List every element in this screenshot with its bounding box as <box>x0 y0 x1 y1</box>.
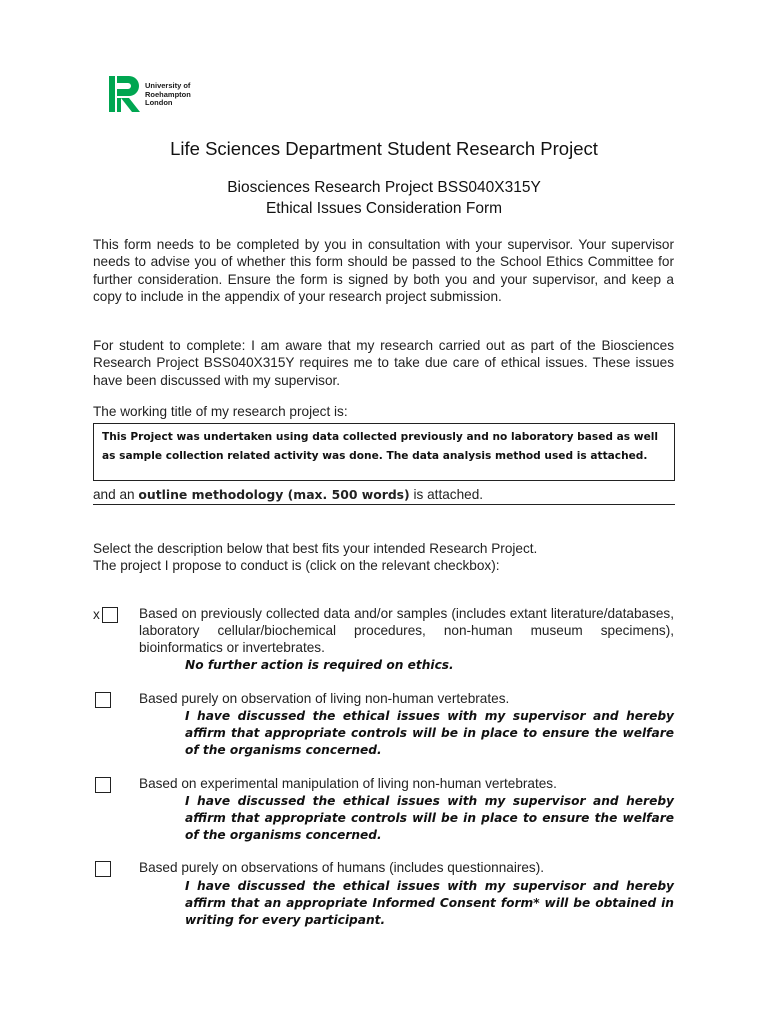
option-note: I have discussed the ethical issues with my supervisor and hereby affirm that an appropriate Informed Consent form* will be obtained in writing for every participant. <box>185 879 674 927</box>
logo-line-1: University of <box>145 81 191 90</box>
project-title-value: This Project was undertaken using data collected previously and no laboratory based as well as sample collection related activity was done. The data analysis method used is attached. <box>102 431 659 462</box>
checkbox-observation-non-human-vertebrates[interactable] <box>95 692 111 708</box>
option-description: Based on previously collected data and/or samples (includes extant literature/databases, laboratory cellular/biochemical procedures, non-human museum specimens), bioinformatics or invertebrates. <box>139 606 674 655</box>
intro-paragraph: This form needs to be completed by you in consultation with your supervisor. Your supervisor needs to advise you of whether this form should be passed to the School Ethics Committee for further consideration. Ensure the form is signed by both you and your supervisor, and keep a copy to include in the appendix of your research project submission. <box>93 237 674 305</box>
outline-prefix: and an <box>93 487 139 502</box>
selection-prompt: The project I propose to conduct is (click on the relevant checkbox): <box>93 558 500 573</box>
logo-line-3: London <box>145 98 173 107</box>
form-subtitle-course: Biosciences Research Project BSS040X315Y <box>227 179 541 196</box>
option-note: I have discussed the ethical issues with my supervisor and hereby affirm that appropriate controls will be in place to ensure the welfare of the organisms concerned. <box>185 794 674 842</box>
checkbox-previously-collected-data[interactable] <box>102 607 118 623</box>
logo-wordmark <box>145 82 191 108</box>
outline-bold-text: outline methodology (max. 500 words) <box>138 487 410 502</box>
outline-suffix: is attached. <box>409 487 484 502</box>
option-description: Based purely on observation of living non-human vertebrates. <box>139 691 510 706</box>
working-title-label: The working title of my research project is: <box>93 404 348 419</box>
checked-mark: x <box>93 607 100 622</box>
student-declaration-paragraph: For student to complete: I am aware that my research carried out as part of the Biosciences Research Project BSS040X315Y requires me to take due care of ethical issues. These issues have been discussed with my supervisor. <box>93 338 674 388</box>
option-note: No further action is required on ethics. <box>185 658 454 672</box>
roehampton-logo-mark-icon <box>109 76 142 112</box>
form-subtitle-name: Ethical Issues Consideration Form <box>265 200 503 217</box>
selection-instruction: Select the description below that best fits your intended Research Project. <box>93 541 538 556</box>
page-title: Life Sciences Department Student Research Project <box>170 138 598 159</box>
option-description: Based on experimental manipulation of living non-human vertebrates. <box>139 776 557 791</box>
option-description: Based purely on observations of humans (includes questionnaires). <box>139 860 545 875</box>
university-logo <box>109 76 199 114</box>
outline-methodology-line <box>93 486 675 505</box>
logo-line-2: Roehampton <box>145 89 191 99</box>
option-note: I have discussed the ethical issues with my supervisor and hereby affirm that appropriate controls will be in place to ensure the welfare of the organisms concerned. <box>185 709 674 757</box>
checkbox-observation-humans[interactable] <box>95 861 111 877</box>
checkbox-experimental-manipulation[interactable] <box>95 777 111 793</box>
project-title-field[interactable] <box>93 423 675 481</box>
